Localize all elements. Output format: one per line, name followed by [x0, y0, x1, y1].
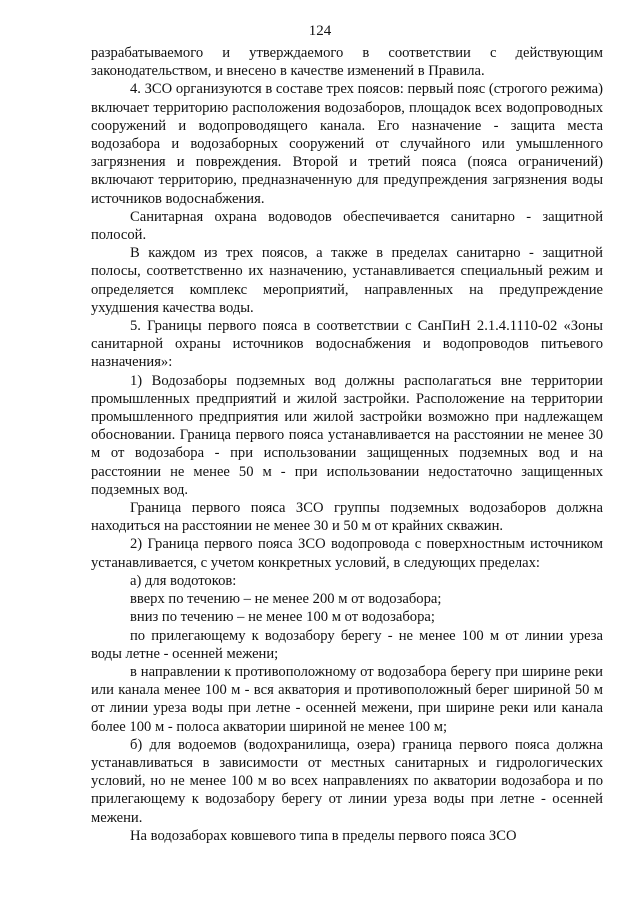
- paragraph-zso-belts: 4. ЗСО организуются в составе трех поясов: первый пояс (строгого режима) включает территорию расположения водозаборов, площадок всех водопроводных сооружений и водопроводящего канала. Его назначение - защита места водозабора и водозаборных сооружений от случайного или умышленного загрязнения и повреждения. Второй и третий пояса (пояса ограничений) включают территорию, предназначенную для предупреждения загрязнения воды источников водоснабжения.: [91, 81, 603, 207]
- list-item-adjacent-bank: по прилегающему к водозабору берегу - не менее 100 м от линии уреза воды летне - осенней межени;: [91, 627, 603, 662]
- paragraph-special-regime: В каждом из трех поясов, а также в пределах санитарно - защитной полосы, соответственно их назначению, устанавливается специальный режим и определяется комплекс мероприятий, направленных на предупреждение ухудшения качества воды.: [91, 245, 603, 316]
- list-item-downstream: вниз по течению – не менее 100 м от водозабора;: [130, 609, 435, 626]
- paragraph-pipeline-protection: Санитарная охрана водоводов обеспечивается санитарно - защитной полосой.: [91, 208, 603, 244]
- list-item-opposite-bank: в направлении к противоположному от водозабора берегу при ширине реки или канала менее 100 м - вся акватория и противоположный берег шириной 50 м от линии уреза воды при летне - осенней межени, при ширине реки или канала более 100 м - полоса акватории шириной не менее 100 м;: [91, 663, 603, 735]
- list-item-watercourses: а) для водотоков:: [130, 572, 237, 589]
- paragraph-continuation: разрабатываемого и утверждаемого в соответствии с действующим законодательством, и внесено в качестве изменений в Правила.: [91, 45, 603, 80]
- page-number: 124: [308, 23, 332, 39]
- document-body: [91, 44, 603, 845]
- paragraph-first-belt-boundaries: 5. Границы первого пояса в соответствии с СанПиН 2.1.4.1110-02 «Зоны санитарной охраны источников водоснабжения и водопроводов питьевого назначения»:: [91, 318, 603, 371]
- paragraph-bucket-intakes: На водозаборах ковшевого типа в пределы первого пояса ЗСО: [130, 827, 517, 844]
- paragraph-groundwater-intakes: 1) Водозаборы подземных вод должны располагаться вне территории промышленных предприятий и жилой застройки. Расположение на территории промышленного предприятия или жилой застройки возможно при надлежащем обосновании. Граница первого пояса устанавливается на расстоянии не менее 30 м от водозабора - при использовании защищенных подземных вод и на расстоянии не менее 50 м - при использовании недостаточно защищенных подземных вод.: [91, 372, 603, 498]
- paragraph-surface-source: 2) Граница первого пояса ЗСО водопровода с поверхностным источником устанавливается, с учетом конкретных условий, в следующих пределах:: [91, 536, 603, 571]
- list-item-upstream: вверх по течению – не менее 200 м от водозабора;: [130, 591, 442, 608]
- paragraph-group-intakes: Граница первого пояса ЗСО группы подземных водозаборов должна находиться на расстоянии не менее 30 и 50 м от крайних скважин.: [91, 500, 603, 535]
- list-item-reservoirs: б) для водоемов (водохранилища, озера) граница первого пояса должна устанавливаться в зависимости от местных санитарных и гидрологических условий, но не менее 100 м во всех направлениях по акватории водозабора и по прилегающему к водозабору берегу от линии уреза воды при летне - осенней межени.: [91, 736, 603, 826]
